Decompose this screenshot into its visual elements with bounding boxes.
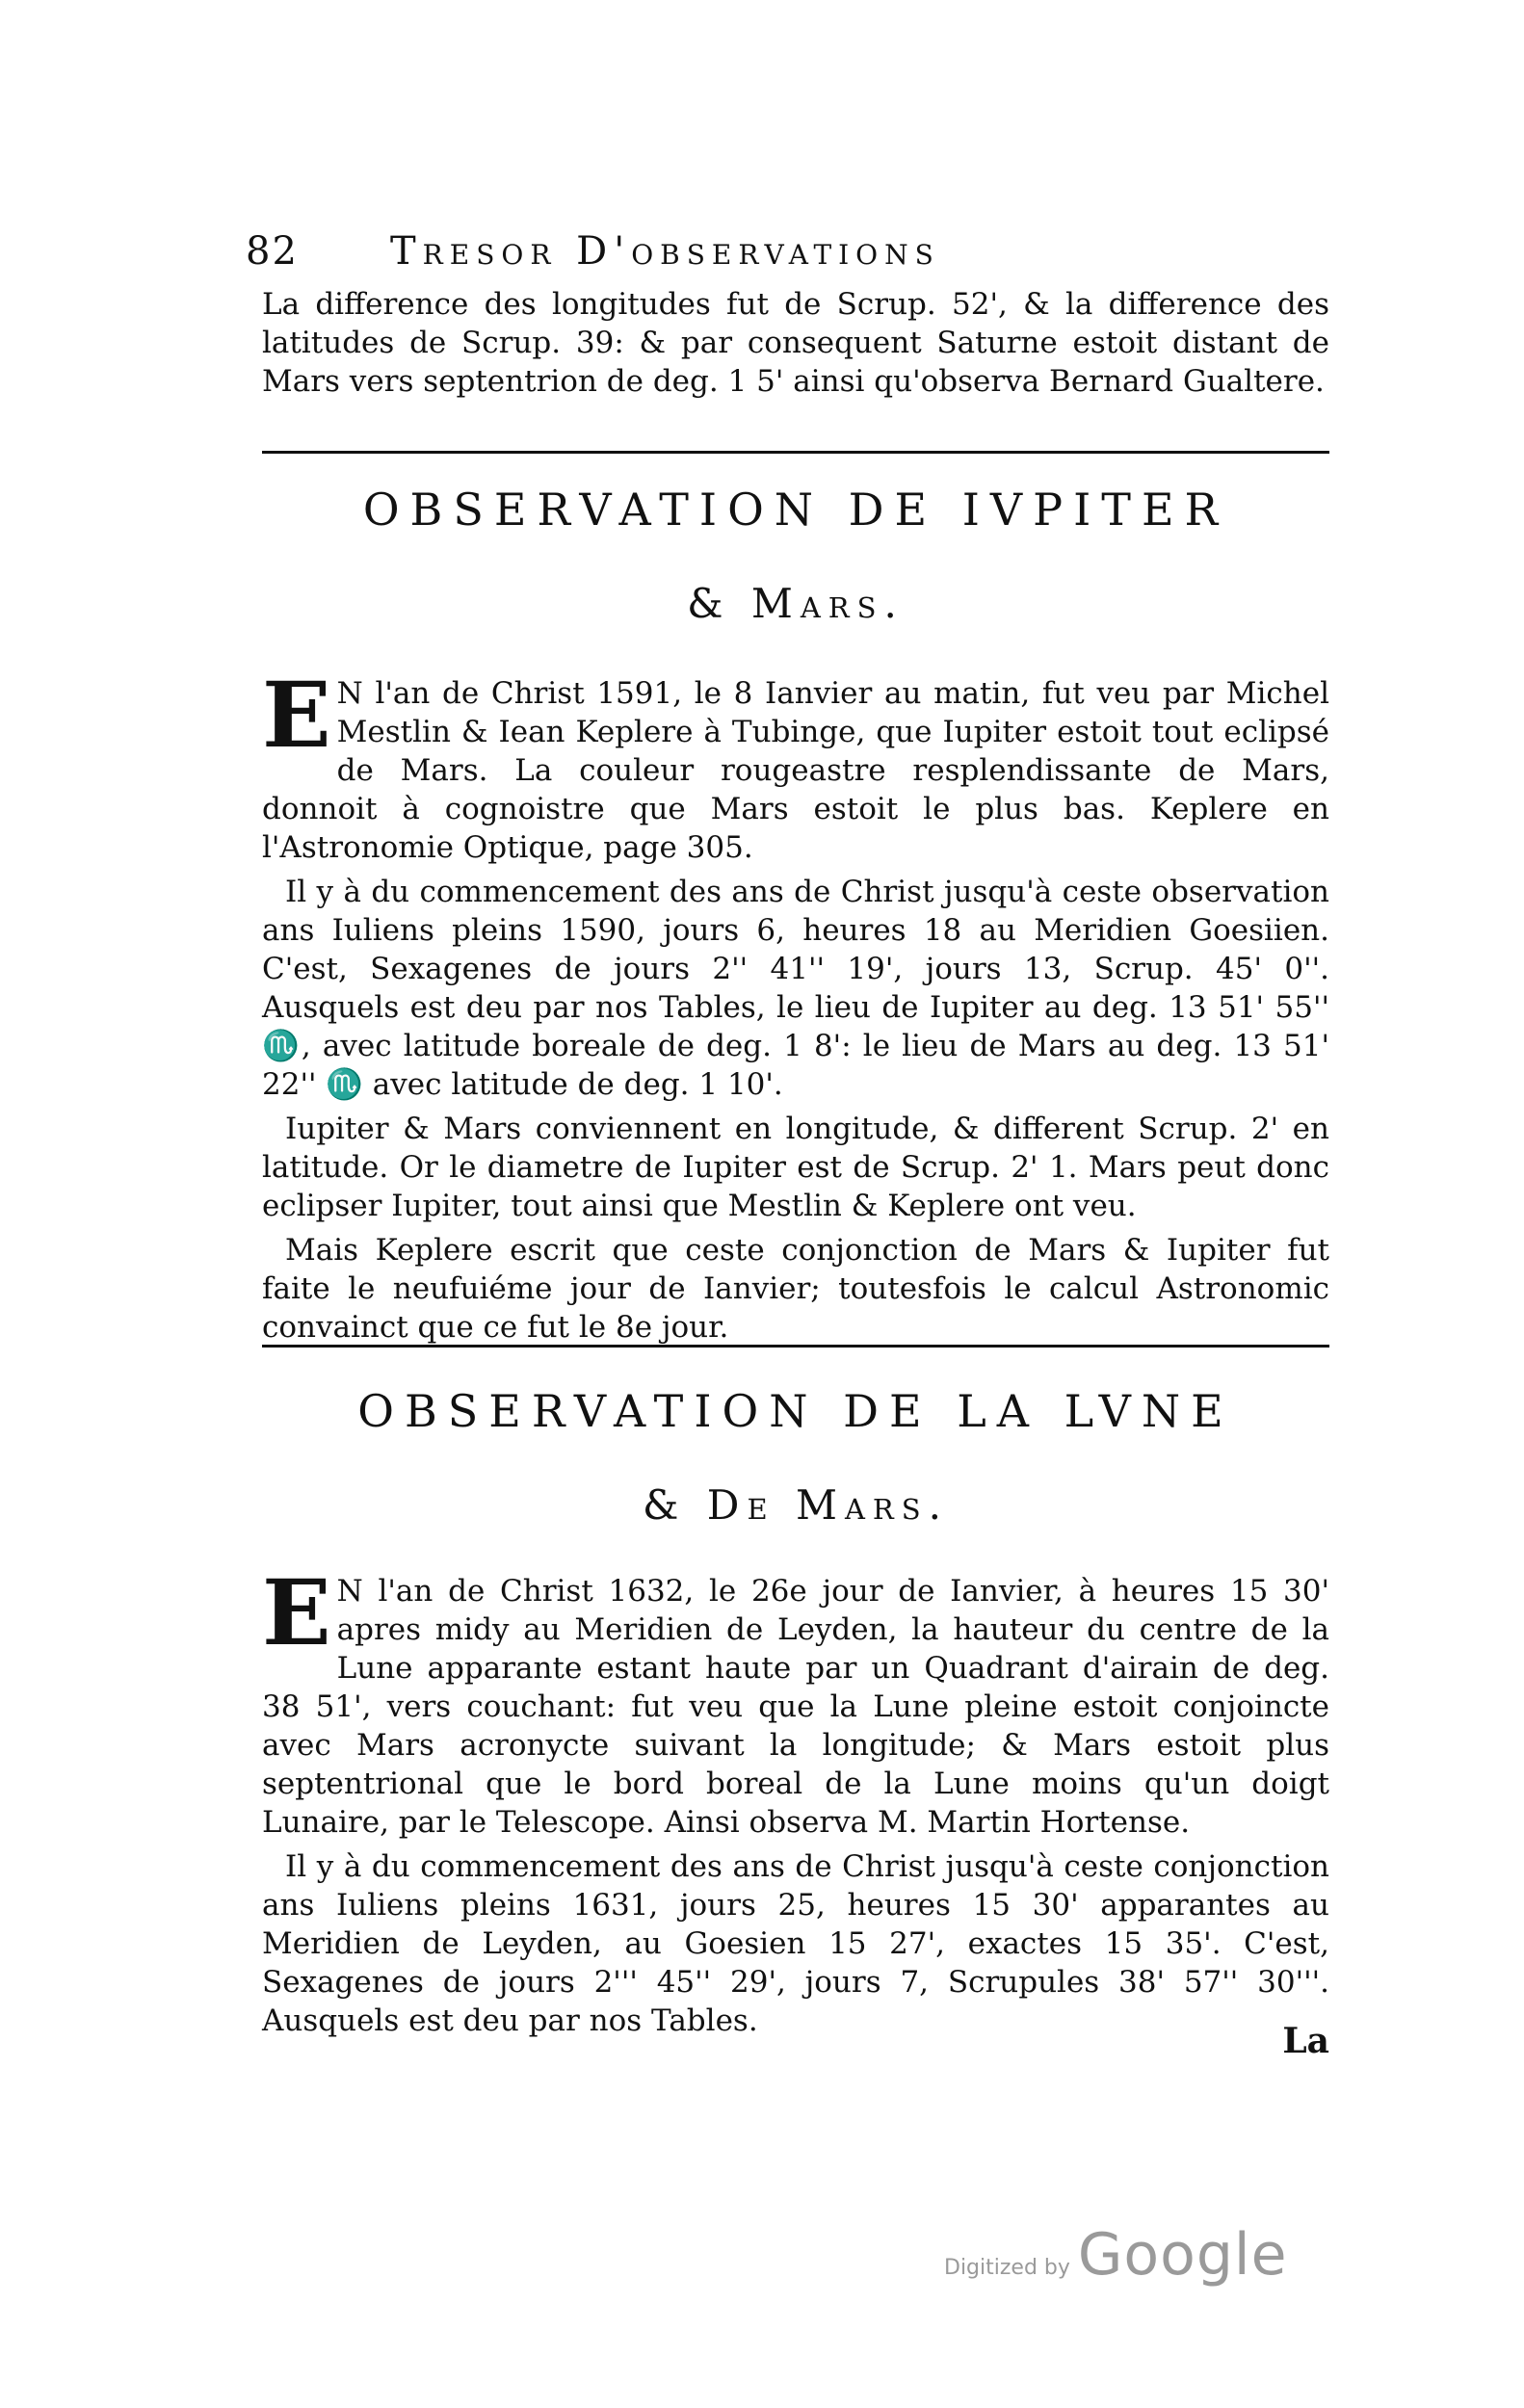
running-title: Tresor D'observations <box>390 229 940 274</box>
section-2-paragraph-1 <box>262 1560 1329 1842</box>
section-2-dropcap: E <box>262 1560 331 1666</box>
section-divider-1 <box>262 451 1329 454</box>
section-1-subtitle: & Mars. <box>687 580 905 627</box>
section-1-paragraph-1 <box>262 663 1329 867</box>
section-1-title: OBSERVATION DE IVPITER <box>362 484 1229 536</box>
section-2-paragraph-2: Il y à du commencement des ans de Christ jusqu'à ceste conjonction ans Iuliens pleins 1631, jours 25, heures 15 30' apparantes au Meridien de Leyden, au Goesien 15 27', exactes 15 35'. C'est, Sexagenes de jours 2''' 45'' 29', jours 7, Scrupules 38' 57'' 30'''. Ausquels est deu par nos Tables. <box>262 1849 1329 2038</box>
page-number: 82 <box>246 229 299 274</box>
google-logo: Google <box>1077 2221 1288 2289</box>
section-divider-2 <box>262 1345 1329 1348</box>
section-1-paragraph-3: Iupiter & Mars conviennent en longitude, & different Scrup. 2' en latitude. Or le diametre de Iupiter est de Scrup. 2' 1. Mars peut donc eclipser Iupiter, tout ainsi que Mestlin & Keplere ont veu. <box>262 1112 1329 1223</box>
intro-paragraph: La difference des longitudes fut de Scrup. 52', & la difference des latitudes de Scrup. 39: & par consequent Saturne estoit distant de Mars vers septentrion de deg. 1 5' ainsi qu'observa Bernard Gualtere. <box>262 287 1329 399</box>
section-1-dropcap: E <box>262 663 331 769</box>
section-1-paragraph-4: Mais Keplere escrit que ceste conjonction de Mars & Iupiter fut faite le neufuiéme jour de Ianvier; toutesfois le calcul Astronomic convainct que ce fut le 8e jour. <box>262 1233 1329 1345</box>
intro-paragraph-block <box>262 285 1329 401</box>
section-2-paragraph-1-text: N l'an de Christ 1632, le 26e jour de Ianvier, à heures 15 30' apres midy au Meridien de Leyden, la hauteur du centre de la Lune apparante estant haute par un Quadrant d'airain de deg. 38 51', vers couchant: fut veu que la Lune pleine estoit conjoincte avec Mars acronycte suivant la longitude; & Mars estoit plus septentrional que le bord boreal de la Lune moins qu'un doigt Lunaire, par le Telescope. Ainsi observa M. Martin Hortense. <box>262 1574 1329 1840</box>
digitization-watermark <box>944 2221 1288 2289</box>
catchword: La <box>1282 2021 1329 2061</box>
section-1-paragraph-2: Il y à du commencement des ans de Christ jusqu'à ceste observation ans Iuliens pleins 1590, jours 6, heures 18 au Meridien Goesiien. C'est, Sexagenes de jours 2'' 41'' 19', jours 13, Scrup. 45' 0''. Ausquels est deu par nos Tables, le lieu de Iupiter au deg. 13 51' 55'' ♏, avec latitude boreale de deg. 1 8': le lieu de Mars au deg. 13 51' 22'' ♏ avec latitude de deg. 1 10'. <box>262 875 1329 1102</box>
section-2-subtitle: & De Mars. <box>643 1481 949 1529</box>
section-1-paragraph-1-text: N l'an de Christ 1591, le 8 Ianvier au matin, fut veu par Michel Mestlin & Iean Keplere à Tubinge, que Iupiter estoit tout eclipsé de Mars. La couleur rougeastre resplendissante de Mars, donnoit à cognoistre que Mars estoit le plus bas. Keplere en l'Astronomie Optique, page 305. <box>262 676 1329 865</box>
page-header <box>246 229 1363 274</box>
section-2-title: OBSERVATION DE LA LVNE <box>357 1385 1234 1437</box>
watermark-by-text: Digitized by <box>944 2256 1070 2280</box>
section-2-body <box>262 1560 1329 2040</box>
section-1-body <box>262 663 1329 1347</box>
